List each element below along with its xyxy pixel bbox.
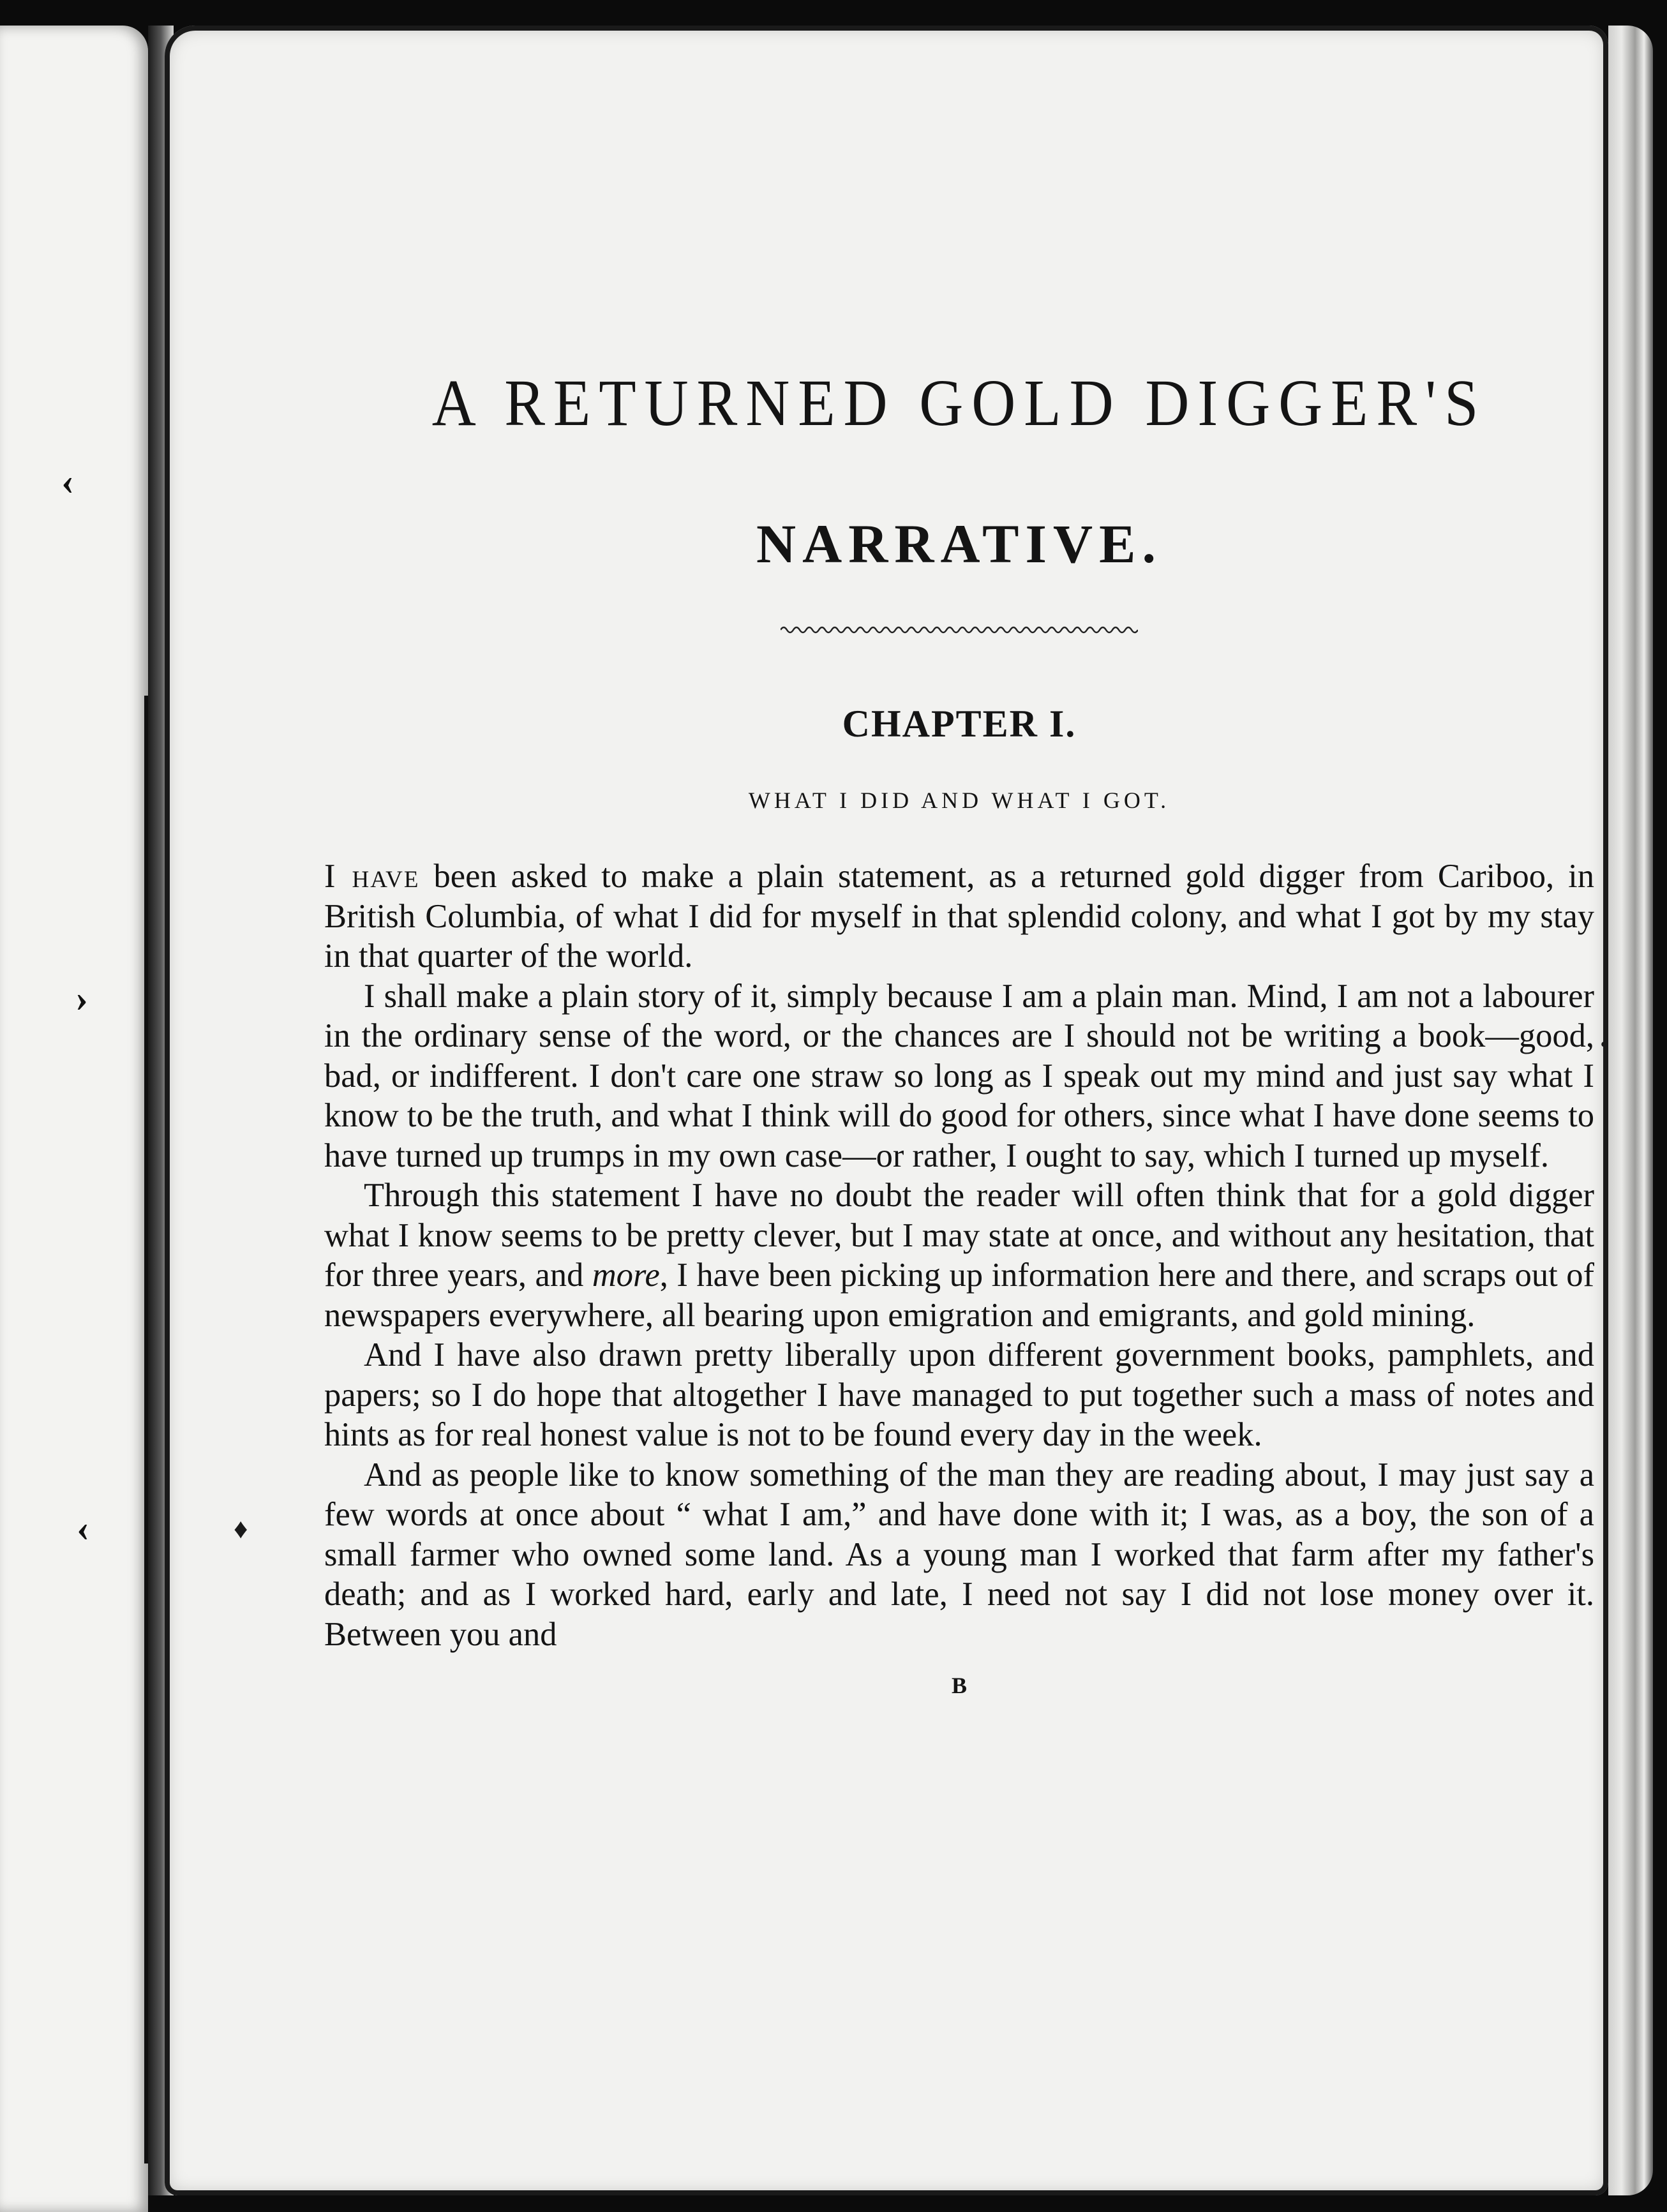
paragraph-lead: I have	[324, 858, 420, 895]
signature-mark: B	[951, 1673, 967, 1698]
margin-mark: ›	[75, 977, 88, 1019]
ornamental-rule	[781, 622, 1138, 638]
book-subtitle: NARRATIVE.	[756, 513, 1162, 574]
chapter-text	[324, 856, 1594, 1654]
facing-page	[0, 26, 148, 2212]
chapter-heading: CHAPTER I.	[842, 703, 1077, 745]
page-edges	[1608, 26, 1653, 2195]
paragraph: And I have also drawn pretty liberally upon different government books, pamphlets, and papers; so I do hope that altogether I have managed to put together such a mass of notes and hints as for real honest value is not to be found every day in the week.	[324, 1336, 1594, 1453]
paragraph-text: , I have been picking up information here and there, and scraps out of newspapers everywhere, all bearing upon emigration and emigrants, and gold mining.	[324, 1257, 1594, 1334]
paragraph: I shall make a plain story of it, simply because I am a plain man. Mind, I am not a labourer in the ordinary sense of the word, or the chances are I should not be writing a book—good, bad, or indifferent. I don't care one straw so long as I speak out my mind and just say what I know to be the truth, and what I think will do good for others, since what I have done seems to have turned up trumps in my own case—or rather, I ought to say, which I turned up myself.	[324, 977, 1594, 1174]
margin-mark: •	[1601, 1034, 1608, 1055]
margin-mark: ‹	[61, 460, 74, 502]
chapter-subheading: WHAT I DID AND WHAT I GOT.	[748, 788, 1170, 813]
paragraph-text: Through this statement I have no doubt the reader will often think that for a gold digger what I know seems to be pretty clever, but I may state at once, and without any hesitation, that for three years, and	[324, 1177, 1594, 1294]
page-content	[324, 366, 1594, 1699]
paragraph	[324, 856, 1594, 976]
margin-mark: ♦	[234, 1513, 248, 1544]
paragraph-text: been asked to make a plain statement, as a returned gold digger from Cariboo, in British Columbia, of what I did for myself in that splendid colony, and what I got by my stay in that quarter of the world.	[324, 858, 1594, 975]
paragraph: And as people like to know something of the man they are reading about, I may just say a few words at once about “ what I am,” and have done with it; I was, as a boy, the son of a small farmer who owned some land. As a young man I worked that farm after my father's death; and as I worked hard, early and late, I need not say I did not lose money over it. Between you and	[324, 1456, 1594, 1653]
paragraph	[324, 1176, 1594, 1335]
book-page	[165, 26, 1608, 2195]
margin-mark: ‹	[77, 1507, 89, 1549]
emphasis: more	[592, 1257, 660, 1294]
book-title: A RETURNED GOLD DIGGER'S	[431, 366, 1487, 440]
